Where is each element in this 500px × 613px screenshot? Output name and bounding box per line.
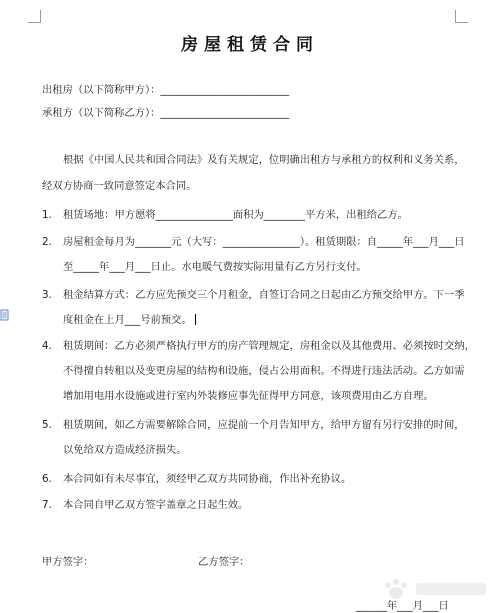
- clause-number: 4.: [42, 340, 52, 352]
- clause-text: 房屋租金每月为_______元（大写：_______________）。租赁期限：自_____年___月___日: [63, 236, 465, 248]
- clause-text: 本合同自甲乙双方签字盖章之日起生效。: [63, 499, 249, 511]
- document-title: 房屋租赁合同: [181, 35, 319, 55]
- clause-text: 租赁期间：乙方必须严格执行甲方的房产管理规定，房租金以及其他费用、必须按时交纳，: [63, 340, 475, 352]
- clause-text: 租赁场地：甲方愿将_______________面积为________平方米，出租给乙方。: [63, 209, 408, 221]
- preamble-line: 根据《中国人民共和国合同法》及有关规定，位明确出租方与承租方的权利和义务关系，: [63, 154, 465, 166]
- clause-text: 不得擅自转租以及变更房屋的结构和设施，侵占公用面积。不得进行违法活动。乙方如需: [63, 365, 465, 377]
- party-a-signature-label: 甲方签字：: [42, 556, 94, 568]
- clause-text: 本合同如有未尽事宜，须经甲乙双方共同协商，作出补充协议。: [63, 473, 352, 485]
- clause-text: 以免给双方造成经济损失。: [63, 444, 187, 456]
- clause-text: 租赁期间，如乙方需要解除合同，应提前一个月告知甲方，给甲方留有另行安排的时间，: [63, 419, 465, 431]
- party-b-signature-label: 乙方签字：: [198, 556, 250, 568]
- clause-text: 租金结算方式：乙方应先预交三个月租金，自签订合同之日起由乙方预交给甲方。下一季: [63, 289, 465, 301]
- clause-number: 3.: [42, 289, 52, 301]
- page-corner-mark: [455, 10, 468, 23]
- baidu-logo-watermark: [378, 575, 498, 605]
- date-field[interactable]: ______年___月___日: [356, 600, 449, 612]
- text-cursor: [195, 314, 196, 325]
- clause-number: 1.: [42, 209, 52, 221]
- clause-text: 增加用电用水设施或进行室内外装修应事先征得甲方同意，该项费用由乙方自理。: [63, 390, 434, 402]
- preamble-line: 经双方协商一致同意签定本合同。: [42, 180, 197, 192]
- clause-text-with-cursor: [63, 313, 196, 327]
- clause-number: 5.: [42, 419, 52, 431]
- lessee-field[interactable]: 承租方（以下简称乙方）：_________________________: [42, 107, 290, 119]
- lessor-field[interactable]: 出租房（以下简称甲方）：_________________________: [42, 84, 290, 96]
- page-corner-mark: [28, 10, 41, 23]
- clause-text: 度租金在上月___号前预交。: [63, 314, 192, 326]
- clause-number: 2.: [42, 236, 52, 248]
- document-icon[interactable]: [0, 309, 10, 323]
- clause-number: 7.: [42, 499, 52, 511]
- clause-text: 至_____年___月___日止。水电暖气费按实际用量有乙方另行支付。: [63, 261, 367, 273]
- clause-number: 6.: [42, 473, 52, 485]
